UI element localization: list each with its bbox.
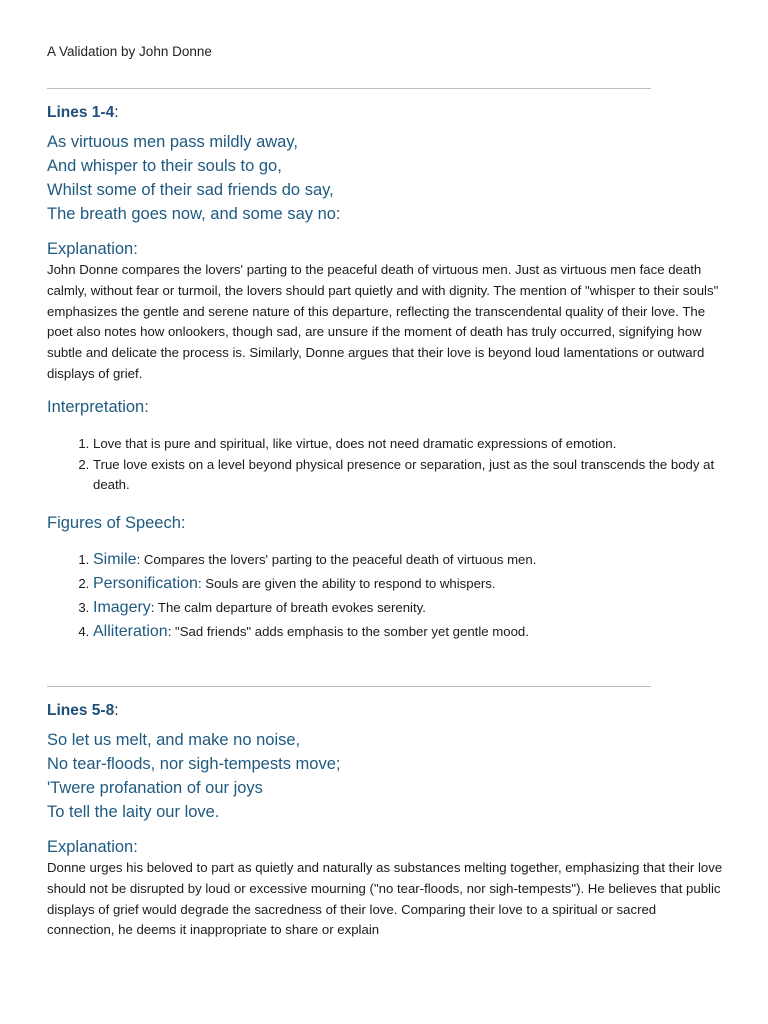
figure-term: Personification xyxy=(93,575,198,593)
figure-term: Imagery xyxy=(93,599,151,617)
verse-line: As virtuous men pass mildly away, xyxy=(47,133,298,151)
section-heading xyxy=(47,104,727,122)
explanation-heading: Explanation: xyxy=(47,838,138,856)
section-heading-label: Lines 5-8 xyxy=(47,702,115,719)
verse-line: Whilst some of their sad friends do say, xyxy=(47,181,334,199)
interpretation-list xyxy=(47,434,727,496)
verse-line: No tear-floods, nor sigh-tempests move; xyxy=(47,755,341,773)
verse-block xyxy=(47,728,727,824)
verse-block xyxy=(47,130,727,226)
interpretation-heading: Interpretation: xyxy=(47,397,149,416)
figure-text: : Compares the lovers' parting to the peaceful death of virtuous men. xyxy=(136,552,537,568)
list-item xyxy=(93,572,727,596)
section-heading xyxy=(47,702,727,720)
section-heading-colon: : xyxy=(114,104,119,121)
figure-text: : Souls are given the ability to respond to whispers. xyxy=(197,576,496,592)
figure-text: : The calm departure of breath evokes serenity. xyxy=(150,600,426,616)
explanation-heading: Explanation: xyxy=(47,240,138,258)
figures-heading: Figures of Speech: xyxy=(47,514,186,533)
section-heading-colon: : xyxy=(114,702,119,719)
figure-text: : "Sad friends" adds emphasis to the somber yet gentle mood. xyxy=(167,624,529,640)
divider xyxy=(47,686,651,687)
list-item xyxy=(93,620,727,644)
document-title: A Validation by John Donne xyxy=(47,44,212,59)
explanation-paragraph: Donne urges his beloved to part as quietly and naturally as substances melting together, emphasizing that their love should not be disrupted by loud or excessive mourning ("no tear-floods, nor sigh-tempests"). He believes that public displays of grief would degrade the sacredness of their love. Comparing their love to a spiritual or sacred connection, he deems it inappropriate to share or explain xyxy=(47,860,723,938)
list-item xyxy=(93,548,727,572)
figure-term: Simile xyxy=(93,551,137,569)
divider xyxy=(47,88,651,89)
section-heading-label: Lines 1-4 xyxy=(47,104,115,121)
verse-line: 'Twere profanation of our joys xyxy=(47,779,263,797)
figure-term: Alliteration xyxy=(93,623,168,641)
verse-line: So let us melt, and make no noise, xyxy=(47,731,301,749)
section-lines-5-8 xyxy=(47,702,727,941)
verse-line: And whisper to their souls to go, xyxy=(47,157,282,175)
list-item xyxy=(93,596,727,620)
list-item: 2. True love exists on a level beyond physical presence or separation, just as the soul transcends the body at death. xyxy=(93,455,727,497)
section-lines-1-4 xyxy=(47,104,727,644)
explanation-paragraph: John Donne compares the lovers' parting to the peaceful death of virtuous men. Just as virtuous men face death calmly, without fear or turmoil, the lovers should part quietly and with dignity. The mention of "whisper to their souls" emphasizes the gentle and serene nature of this departure, reflecting the transcendental quality of their love. The poet also notes how onlookers, though sad, are unsure if the moment of death has truly occurred, signifying how subtle and delicate the process is. Similarly, Donne argues that their love is beyond loud lamentations or outward displays of grief. xyxy=(47,262,719,381)
figures-list xyxy=(47,548,727,644)
verse-line: To tell the laity our love. xyxy=(47,803,220,821)
list-item: 1. Love that is pure and spiritual, like virtue, does not need dramatic expressions of emotion. xyxy=(93,434,727,455)
verse-line: The breath goes now, and some say no: xyxy=(47,205,341,223)
